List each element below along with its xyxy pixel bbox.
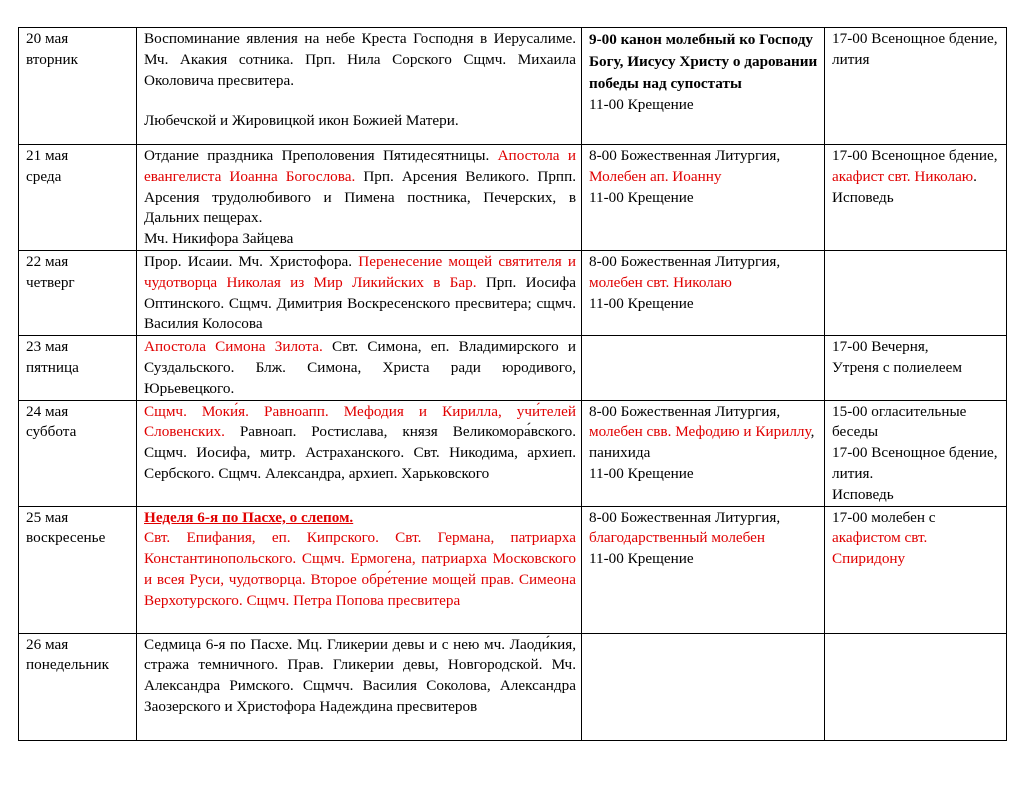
date-cell (19, 506, 137, 633)
evening-service-cell (825, 633, 1007, 740)
service-text: акафистом свт. Спиридону (832, 529, 928, 568)
commemoration-text: Прор. Исаии. Мч. Христофора. (144, 252, 353, 270)
commemoration-cell (137, 28, 582, 145)
service-text: 17-00 молебен с (832, 508, 936, 526)
evening-service-cell (825, 145, 1007, 251)
service-text: 17-00 Всенощное бдение, (832, 147, 998, 164)
weekday: воскресенье (26, 529, 106, 547)
service-text: молебен свв. Мефодию и Кириллу (589, 423, 811, 441)
commemoration-feast: Сщмч. Моки́я. Равноапп. Мефодия и Кирилла, учи́телей Словенских. (144, 402, 576, 441)
commemoration-text: Прп. Арсения Великого. Прпп. Арсения трудолюбивого и Пимена постника, Печерских, в Дальних пещерах. (144, 167, 576, 227)
commemoration-text: Равноап. Ростислава, князя Великомора́вского. Сщмч. Иосифа, митр. Астраханского. Свт. Никодима, архиеп. Сербского. Сщмч. Александра, архиеп. Харьковского (144, 423, 577, 482)
service-text: Молебен ап. Иоанну (589, 167, 722, 185)
commemoration-text: Мч. Никифора Зайцева (144, 230, 294, 248)
service-text: 17-00 Всенощное бдение, лития. (832, 444, 998, 482)
commemoration-cell (137, 633, 582, 740)
service-text: 11-00 Крещение (589, 188, 694, 206)
morning-service-cell (582, 28, 825, 145)
service-text: Утреня с полиелеем (832, 358, 962, 376)
table-row (19, 336, 1007, 400)
service-text: 17-00 Всенощное бдение, лития (832, 30, 998, 68)
weekday: среда (26, 167, 62, 185)
table-row (19, 506, 1007, 633)
commemoration-cell (137, 250, 582, 335)
commemoration-text: Свт. Симона, еп. Владимирского и Суздальского. Блж. Симона, Христа ради юродивого, Юрьевецкого. (144, 338, 576, 397)
weekday: суббота (26, 423, 77, 441)
date: 24 мая (26, 402, 69, 420)
service-text: 9-00 канон молебный ко Господу Богу, Иисусу Христу о даровании победы над супостаты (589, 31, 818, 92)
evening-service-cell (825, 400, 1007, 506)
service-text: 17-00 Вечерня, (832, 338, 929, 356)
commemoration-text: Воспоминание явления на небе Креста Господня в Иерусалиме. Мч. Акакия сотника. Прп. Нила Сорского Сщмч. Михаила Околовича пресвитера. (144, 30, 576, 89)
commemoration-text: Любечской и Жировицкой икон Божией Матери. (144, 112, 459, 130)
date-cell (19, 28, 137, 145)
morning-service-cell (582, 633, 825, 740)
morning-service-cell (582, 336, 825, 400)
weekday: вторник (26, 50, 79, 68)
service-text: . Исповедь (832, 167, 977, 206)
date-cell (19, 145, 137, 251)
date-cell (19, 633, 137, 740)
service-text: 11-00 Крещение (589, 294, 694, 312)
table-row (19, 400, 1007, 506)
commemoration-cell (137, 336, 582, 400)
morning-service-cell (582, 400, 825, 506)
date: 23 мая (26, 338, 69, 356)
commemoration-feast: Перенесение мощей святителя и чудотворца Николая из Мир Ликийских в Бар. (144, 252, 577, 291)
evening-service-cell (825, 336, 1007, 400)
morning-service-cell (582, 145, 825, 251)
service-text: 11-00 Крещение (589, 96, 694, 113)
table-row (19, 250, 1007, 335)
service-text: 8-00 Божественная Литургия, (589, 147, 781, 164)
weekday: четверг (26, 273, 75, 291)
commemoration-feast: Свт. Епифания, еп. Кипрского. Свт. Германа, патриарха Константинопольского. Сщмч. Ермогена, патриарха Московского и всея Руси, чудотворца. Второе обре́тение мощей прав. Симеона Верхотурского. Сщмч. Петра Попова пресвитера (144, 529, 576, 609)
morning-service-cell (582, 250, 825, 335)
date: 25 мая (26, 508, 69, 526)
service-text: молебен свт. Николаю (589, 273, 732, 291)
table-row (19, 145, 1007, 251)
commemoration-feast: Апостола и евангелиста Иоанна Богослова. (144, 147, 576, 185)
evening-service-cell (825, 28, 1007, 145)
service-text: 8-00 Божественная Литургия, (589, 252, 781, 270)
service-text: акафист свт. Николаю (832, 167, 974, 185)
commemoration-text: Отдание праздника Преполовения Пятидесятницы. (144, 147, 490, 164)
table-row (19, 28, 1007, 145)
commemoration-cell (137, 145, 582, 251)
weekday: пятница (26, 358, 79, 376)
service-text: благодарственный молебен (589, 529, 766, 547)
commemoration-feast: Апостола Симона Зилота. (144, 338, 323, 356)
table-row (19, 633, 1007, 740)
commemoration-text: Прп. Иосифа Оптинского. Сщмч. Димитрия Воскресенского пресвитера; сщмч. Василия Колосова (144, 273, 577, 333)
service-text: 8-00 Божественная Литургия, (589, 402, 781, 420)
commemoration-text: Седмица 6-я по Пасхе. Мц. Гликерии девы и с нею мч. Лаоди́кия, стража темничного. Прав. Гликерии девы, Новгородской. Мч. Александра Римского. Сщмчч. Василия Соколова, Александра Заозерского и Христофора Надеждина пресвитеров (144, 635, 576, 715)
date: 26 мая (26, 635, 69, 653)
date: 21 мая (26, 147, 69, 164)
service-text: , панихида (589, 423, 815, 462)
commemoration-cell (137, 400, 582, 506)
evening-service-cell (825, 250, 1007, 335)
sunday-heading: Неделя 6-я по Пасхе, о слепом. (144, 508, 354, 526)
morning-service-cell (582, 506, 825, 633)
service-text: 15-00 огласительные беседы (832, 402, 967, 441)
date-cell (19, 400, 137, 506)
date: 22 мая (26, 252, 69, 270)
service-text: 8-00 Божественная Литургия, (589, 508, 781, 526)
evening-service-cell (825, 506, 1007, 633)
service-text: Исповедь (832, 485, 894, 503)
date-cell (19, 250, 137, 335)
commemoration-cell (137, 506, 582, 633)
service-text: 11-00 Крещение (589, 464, 694, 482)
service-text: 11-00 Крещение (589, 550, 694, 568)
schedule-table (18, 27, 1007, 741)
date: 20 мая (26, 30, 69, 47)
weekday: понедельник (26, 656, 109, 674)
date-cell (19, 336, 137, 400)
